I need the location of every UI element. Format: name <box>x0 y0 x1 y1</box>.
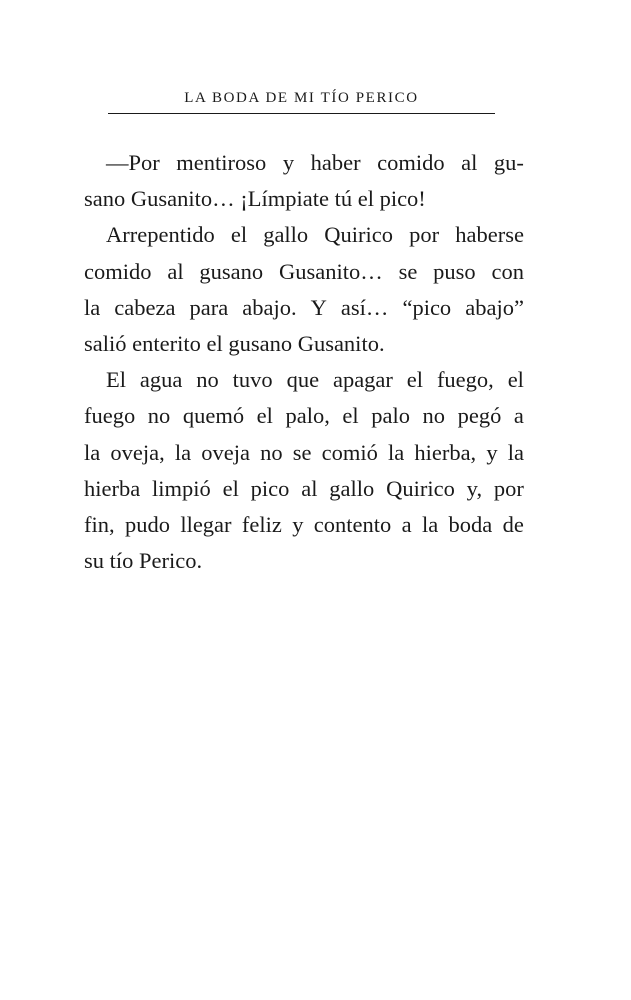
word: palo, <box>285 403 330 429</box>
text-line <box>84 290 524 326</box>
word: el <box>507 367 524 393</box>
running-header: LA BODA DE MI TÍO PERICO <box>184 90 419 106</box>
word: pegó <box>457 403 502 429</box>
word: feliz <box>241 511 282 537</box>
word: y, <box>466 475 483 501</box>
word: el <box>406 367 424 393</box>
word: tuvo <box>232 367 273 393</box>
text-line <box>84 217 524 253</box>
word: pico <box>250 475 290 501</box>
word: la <box>387 439 405 465</box>
word: llegar <box>180 511 232 537</box>
word: haber <box>310 150 361 175</box>
word: cabeza <box>114 294 176 320</box>
word: comió <box>321 439 378 465</box>
word: abajo. <box>242 294 297 320</box>
word: boda <box>448 511 493 537</box>
word: no <box>196 367 219 393</box>
word: gu- <box>493 150 524 175</box>
word: gusano <box>199 258 264 284</box>
word: palo <box>371 403 410 429</box>
text-line <box>84 145 524 181</box>
page-body <box>84 145 524 579</box>
word: por <box>409 222 440 248</box>
word: limpió <box>152 475 211 501</box>
word: se <box>292 439 312 465</box>
word: —Por <box>106 150 160 175</box>
word: gallo <box>329 475 375 501</box>
word: pudo <box>124 511 170 537</box>
word: hierba <box>84 475 141 501</box>
word: no <box>147 403 171 429</box>
word: a <box>401 511 412 537</box>
word: Arrepentido <box>106 222 215 248</box>
word: Quirico <box>324 222 394 248</box>
text-line <box>84 398 524 434</box>
text-line: sano Gusanito… ¡Límpiate tú el pico! <box>84 186 426 212</box>
word: El <box>106 367 126 393</box>
word: Y <box>310 294 327 320</box>
word: oveja, <box>110 439 165 465</box>
word: el <box>342 403 359 429</box>
word: agua <box>139 367 183 393</box>
text-line <box>84 435 524 471</box>
word: que <box>286 367 320 393</box>
word: Quirico <box>386 475 455 501</box>
word: a <box>513 403 524 429</box>
word: gallo <box>263 222 309 248</box>
word: abajo” <box>465 294 524 320</box>
header-rule <box>108 113 495 114</box>
word: no <box>260 439 283 465</box>
word: la <box>421 511 439 537</box>
text-line <box>84 471 524 507</box>
word: por <box>493 475 524 501</box>
text-line <box>84 362 524 398</box>
word: fuego <box>84 403 136 429</box>
paragraph-1 <box>84 145 524 217</box>
word: comido <box>377 150 445 175</box>
word: no <box>422 403 446 429</box>
word: haberse <box>455 222 524 248</box>
word: de <box>502 511 524 537</box>
text-line <box>84 507 524 543</box>
text-line: salió enterito el gusano Gusanito. <box>84 330 385 356</box>
word: y <box>486 439 498 465</box>
word: para <box>189 294 229 320</box>
paragraph-2 <box>84 217 524 362</box>
word: “pico <box>402 294 452 320</box>
word: así… <box>340 294 389 320</box>
word: mentiroso <box>176 150 267 175</box>
word: hierba, <box>414 439 477 465</box>
word: comido <box>84 258 152 284</box>
word: se <box>398 258 418 284</box>
word: y <box>282 150 295 175</box>
word: la <box>507 439 524 465</box>
text-line <box>84 254 524 290</box>
word: Gusanito… <box>278 258 383 284</box>
paragraph-3 <box>84 362 524 579</box>
word: contento <box>313 511 392 537</box>
word: la <box>84 439 101 465</box>
word: al <box>301 475 318 501</box>
word: oveja <box>201 439 250 465</box>
word: la <box>84 294 101 320</box>
word: al <box>461 150 478 175</box>
word: apagar <box>332 367 393 393</box>
word: la <box>174 439 192 465</box>
word: quemó <box>182 403 245 429</box>
word: fin, <box>84 511 115 537</box>
word: el <box>256 403 273 429</box>
word: con <box>491 258 524 284</box>
word: el <box>230 222 248 248</box>
word: puso <box>433 258 476 284</box>
word: y <box>292 511 304 537</box>
text-line: su tío Perico. <box>84 548 203 574</box>
word: fuego, <box>436 367 494 393</box>
word: el <box>222 475 239 501</box>
word: al <box>167 258 184 284</box>
